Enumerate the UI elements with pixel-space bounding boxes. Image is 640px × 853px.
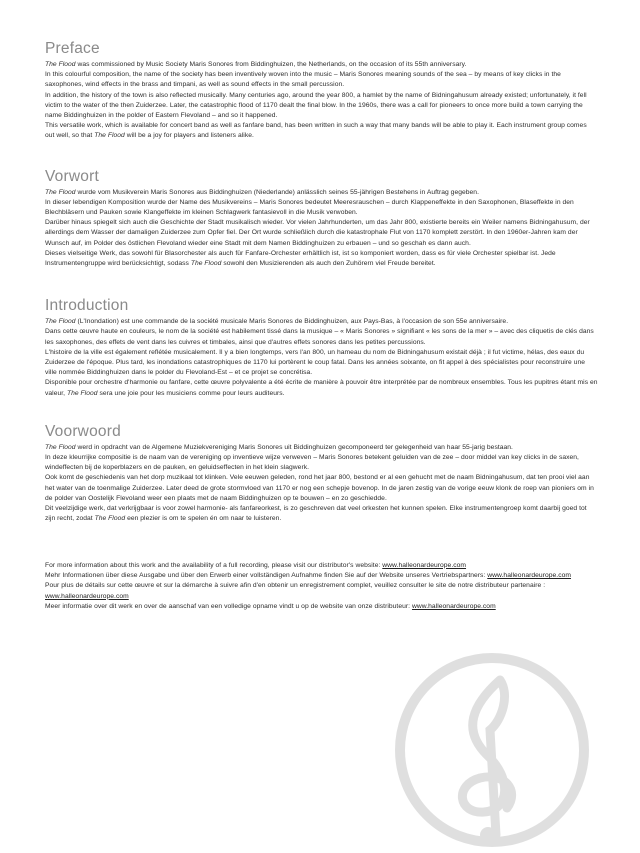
work-title: The Flood (45, 318, 76, 326)
vorwort-paragraph-2: In dieser lebendigen Komposition wurde der Name des Musikvereins – Maris Sonores bedeutet Meeresrauschen – durch Klappeneffekte in den Saxophonen, Blaseffekte in den Blechbläsern und Pauken sowie Klangeffekte im kleinen Schlagwerk fantasievoll in die Musik verwoben. (45, 198, 574, 217)
work-title: The Flood (94, 132, 125, 140)
footer-line-fr: Pour plus de détails sur cette œuvre et sur la démarche à suivre afin d'en obtenir un enregistrement complet, veuillez consulter le site de notre distributeur partenaire : www.halleonardeurope.com (45, 582, 546, 600)
voorwoord-section (45, 423, 598, 525)
vorwort-heading: Vorwort (45, 167, 99, 185)
work-title: The Flood (45, 443, 76, 451)
vorwort-paragraph-1: The Flood wurde vom Musikverein Maris Sonores aus Biddinghuizen (Niederlande) anlässlich seines 55-jährigen Bestehens in Auftrag gegeben. (45, 188, 479, 196)
vorwort-paragraph-3: Darüber hinaus spiegelt sich auch die Geschichte der Stadt musikalisch wieder. Vor vielen Jahrhunderten, um das Jahr 800, existierte bereits ein Weiler namens Bidningahusum, der allerdings dem Wasser der damaligen Zuiderzee zum Opfer fiel. Der Ort wurde schließlich durch die katastrophale Flut von 1170 komplett zerstört. In den 1960er-Jahren kam der Wunsch auf, im Polder des östlichen Flevoland wieder eine Stadt mit dem Namen Biddinghuizen zu erbauen – und so geschah es dann auch. (45, 219, 590, 247)
vorwort-section (45, 168, 598, 270)
voorwoord-paragraph-1: The Flood werd in opdracht van de Algemene Muziekvereniging Maris Sonores uit Biddinghuizen gecomponeerd ter gelegenheid van haar 55-jarig bestaan. (45, 443, 513, 451)
work-title: The Flood (45, 188, 76, 196)
distributor-link[interactable]: www.halleonardeurope.com (45, 592, 129, 600)
preface-paragraph-2: In this colourful composition, the name of the society has been inventively woven into the music – Maris Sonores meaning sounds of the sea – by means of key clicks in the saxophones, wind effects in the brass and timpani, as well as sound effects in the small percussion. (45, 71, 561, 89)
voorwoord-paragraph-4: Dit veelzijdige werk, dat verkrijgbaar is voor zowel harmonie- als fanfareorkest, is zo geschreven dat veel orkesten het kunnen spelen. Elke instrumentengroep komt daarbij goed tot zijn recht, zodat The Flood een plezier is om te spelen én om naar te luisteren. (45, 505, 587, 523)
preface-paragraph-4: This versatile work, which is available for concert band as well as fanfare band, has been written in such a way that many bands will be able to play it. Each instrument group comes out well, so that The Flood will be a joy for players and listeners alike. (45, 122, 587, 140)
work-title: The Flood (94, 515, 126, 523)
work-title: The Flood (45, 61, 76, 68)
introduction-heading: Introduction (45, 297, 129, 315)
preface-paragraph-3: In addition, the history of the town is also reflected musically. Many centuries ago, around the year 800, a hamlet by the name of Bidningahusum already existed; unfortunately, it fell victim to the water of the then Zuiderzee. Later, the catastrophic flood of 1170 dealt the final blow. In the 1960s, there was a call for pioneers to once more build a town carrying the name Biddinghuizen in the polder of Eastern Flevoland – and so it happened. (45, 91, 587, 120)
footer-line-nl: Meer informatie over dit werk en over de aanschaf van een volledige opname vindt u op de website van onze distributeur: www.halleonardeurope.com (45, 603, 496, 611)
introduction-paragraph-2: Dans cette œuvre haute en couleurs, le nom de la société est habilement tissé dans la musique – « Maris Sonores » signifiant « les sons de la mer » – avec des cliquetis de clés dans les saxophones, des effets de vent dans les cuivres et timbales, ainsi que d'autres effets sonores dans les petites percussions. (45, 328, 594, 346)
footer-line-de: Mehr Informationen über diese Ausgabe und über den Erwerb einer vollständigen Aufnahme finden Sie auf der Website unseres Vertriebspartners: www.halleonardeurope.com (45, 571, 571, 579)
voorwoord-paragraph-3: Ook komt de geschiedenis van het dorp muzikaal tot klinken. Vele eeuwen geleden, rond het jaar 800, bestond er al een gehucht met de naam Bidningahusum, dat ten prooi viel aan het water van de toenmalige Zuiderzee. Later deed de grote stormvloed van 1170 er nog een schepje bovenop. In de jaren zestig van de vorige eeuw klonk de roep van pioniers om in de polder van Oostelijk Flevoland weer een plaats met de naam Biddinghuizen op te bouwen – en zo geschiedde. (45, 474, 594, 502)
treble-clef-icon (392, 650, 592, 850)
work-title: The Flood (190, 260, 222, 268)
vorwort-paragraph-4: Dieses vielseitige Werk, das sowohl für Blasorchester als auch für Fanfare-Orchester erhältlich ist, ist so komponiert worden, dass es für viele Orchester spielbar ist. Jede Instrumentengruppe wird berücksichtigt, sodass The Flood sowohl den Musizierenden als auch den Zuhörern viel Freude bereitet. (45, 249, 556, 268)
preface-paragraph-1: The Flood was commissioned by Music Society Maris Sonores from Biddinghuizen, the Netherlands, on the occasion of its 55th anniversary. (45, 61, 467, 68)
page (45, 40, 598, 613)
footer-line-en: For more information about this work and the availability of a full recording, please visit our distributor's website: www.halleonardeurope.com (45, 561, 467, 569)
distributor-link[interactable]: www.halleonardeurope.com (382, 561, 467, 569)
preface-heading: Preface (45, 40, 100, 57)
introduction-section (45, 297, 598, 399)
voorwoord-paragraph-2: In deze kleurrijke compositie is de naam van de vereniging op inventieve wijze verweven – Maris Sonores betekent geluiden van de zee – door middel van key clicks in de saxen, windeffecten bij de koperblazers en de pauken, en geluidseffecten in het klein slagwerk. (45, 454, 579, 472)
footer-section (45, 561, 598, 613)
work-title: The Flood (66, 389, 98, 397)
preface-section (45, 40, 598, 142)
voorwoord-heading: Voorwoord (45, 422, 121, 440)
introduction-paragraph-1: The Flood (L'Inondation) est une commande de la société musicale Maris Sonores de Biddinghuizen, aux Pays-Bas, à l'occasion de son 55e anniversaire. (45, 318, 509, 326)
introduction-paragraph-3: L'histoire de la ville est également reflétée musicalement. Il y a bien longtemps, vers l'an 800, un hameau du nom de Bidningahusum existait déjà ; il fut victime, hélas, des eaux du Zuiderzee de l'époque. Plus tard, les inondations catastrophiques de 1170 lui portèrent le coup fatal. Dans les années soixante, on fit appel à des spécialistes pour reconstruire une ville nommée Biddinghuizen dans le polder du Flevoland-Est – et ce projet se concrétisa. (45, 348, 586, 377)
introduction-paragraph-4: Disponible pour orchestre d'harmonie ou fanfare, cette œuvre polyvalente a été écrite de manière à pouvoir être interprétée par de nombreux ensembles. Tous les pupitres étant mis en valeur, The Flood sera une joie pour les musiciens comme pour leurs auditeurs. (45, 379, 598, 397)
distributor-link[interactable]: www.halleonardeurope.com (411, 603, 496, 611)
distributor-link[interactable]: www.halleonardeurope.com (487, 571, 571, 579)
